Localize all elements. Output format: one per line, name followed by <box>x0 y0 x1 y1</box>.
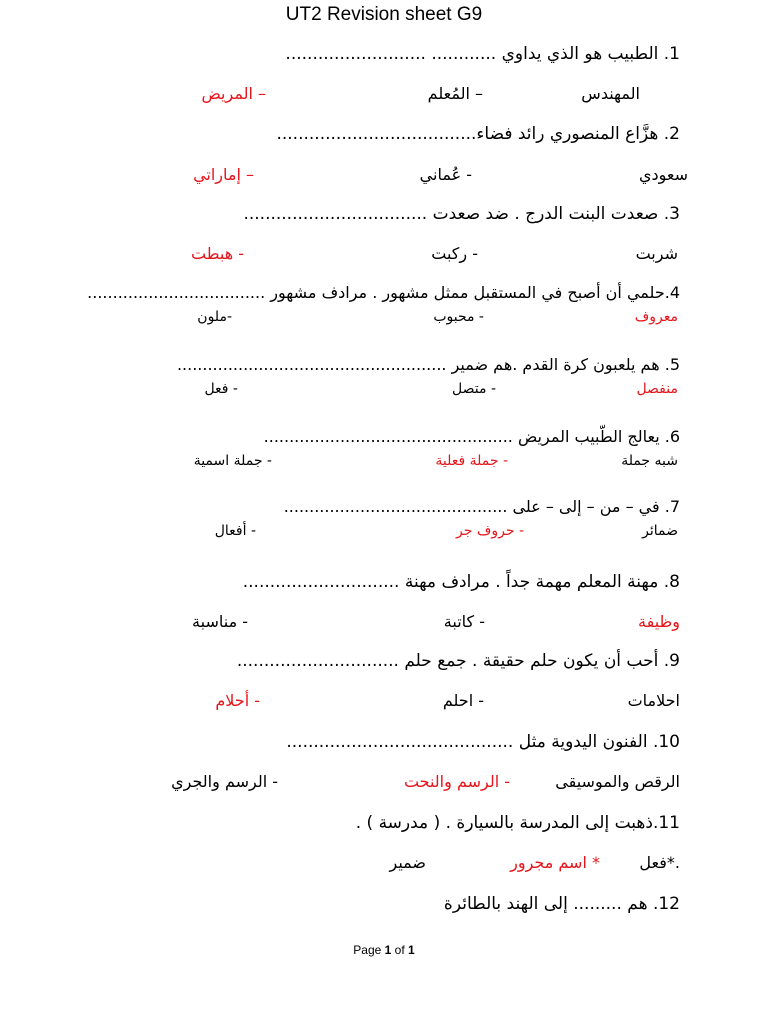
q4-option-1-correct: معروف <box>634 309 678 325</box>
q10-option-2-correct: - الرسم والنحت <box>403 772 510 791</box>
q5-option-1-correct: منفصل <box>636 381 678 397</box>
q7-option-3: - أفعال <box>214 523 256 539</box>
footer-current-page: 1 <box>384 943 392 957</box>
page-number-footer <box>0 943 768 957</box>
question-1: 1. الطبيب هو الذي يداوي ............ .......................... <box>285 44 680 64</box>
q1-option-1: المهندس <box>581 84 640 103</box>
question-10: 10. الفنون اليدوية مثل .......................................... <box>286 732 680 752</box>
q10-option-1: الرقص والموسيقى <box>555 772 680 791</box>
q4-option-3: -ملون <box>197 309 232 325</box>
question-6: 6. يعالج الطّبيب المريض ................................................. <box>263 427 680 446</box>
q3-option-3-correct: - هبطت <box>191 244 244 263</box>
q6-option-3: - جملة اسمية <box>193 453 272 469</box>
q7-option-1: ضمائر <box>642 523 678 539</box>
q4-option-2: - محبوب <box>433 309 484 325</box>
question-5: 5. هم يلعبون كرة القدم .هم ضمير ..................................................... <box>176 355 680 374</box>
question-7: 7. في – من – إلى – على ............................................ <box>283 497 680 516</box>
q6-option-2-correct: - جملة فعلية <box>435 453 508 469</box>
q2-option-1: سعودي <box>638 165 688 184</box>
question-2: 2. هزَّاع المنصوري رائد فضاء..................................... <box>276 124 680 144</box>
footer-total-pages: 1 <box>408 943 415 957</box>
footer-of-word: of <box>394 943 405 957</box>
q9-option-1: احلامات <box>627 691 680 710</box>
q9-option-3-correct: - أحلام <box>215 691 260 710</box>
q10-option-3: - الرسم والجري <box>171 772 278 791</box>
question-9: 9. أحب أن يكون حلم حقيقة . جمع حلم .............................. <box>236 651 680 671</box>
q9-option-2: - احلم <box>442 691 484 710</box>
q3-option-1: شربت <box>635 244 678 263</box>
q11-option-2-correct: * اسم مجرور <box>510 853 600 872</box>
question-3: 3. صعدت البنت الدرج . ضد صعدت .................................. <box>243 204 680 224</box>
question-11: 11.ذهبت إلى المدرسة بالسيارة . ( مدرسة ) . <box>355 813 680 833</box>
q1-option-2: – المُعلم <box>427 84 483 103</box>
q11-option-3: ضمير <box>389 853 426 872</box>
q2-option-3-correct: – إماراتي <box>193 165 254 184</box>
question-8: 8. مهنة المعلم مهمة جداً . مرادف مهنة ............................. <box>242 572 680 592</box>
q5-option-2: - متصل <box>452 381 496 397</box>
q8-option-2: - كاتبة <box>443 612 485 631</box>
q1-option-3-correct: – المريض <box>201 84 266 103</box>
q8-option-3: - مناسبة <box>192 612 248 631</box>
q11-option-1: .*فعل <box>639 853 680 872</box>
page-title: UT2 Revision sheet G9 <box>285 4 483 25</box>
q3-option-2: - ركبت <box>431 244 478 263</box>
q2-option-2: - عُماني <box>419 165 472 184</box>
q6-option-1: شبه جملة <box>621 453 678 469</box>
footer-page-word: Page <box>353 943 382 957</box>
q5-option-3: - فعل <box>204 381 238 397</box>
q8-option-1-correct: وظيفة <box>638 612 680 631</box>
q7-option-2-correct: - حروف جر <box>456 523 524 539</box>
question-4: 4.حلمي أن أصبح في المستقبل ممثل مشهور . مرادف مشهور ................................... <box>87 283 680 302</box>
question-12: 12. هم ......... إلى الهند بالطائرة <box>443 894 680 914</box>
